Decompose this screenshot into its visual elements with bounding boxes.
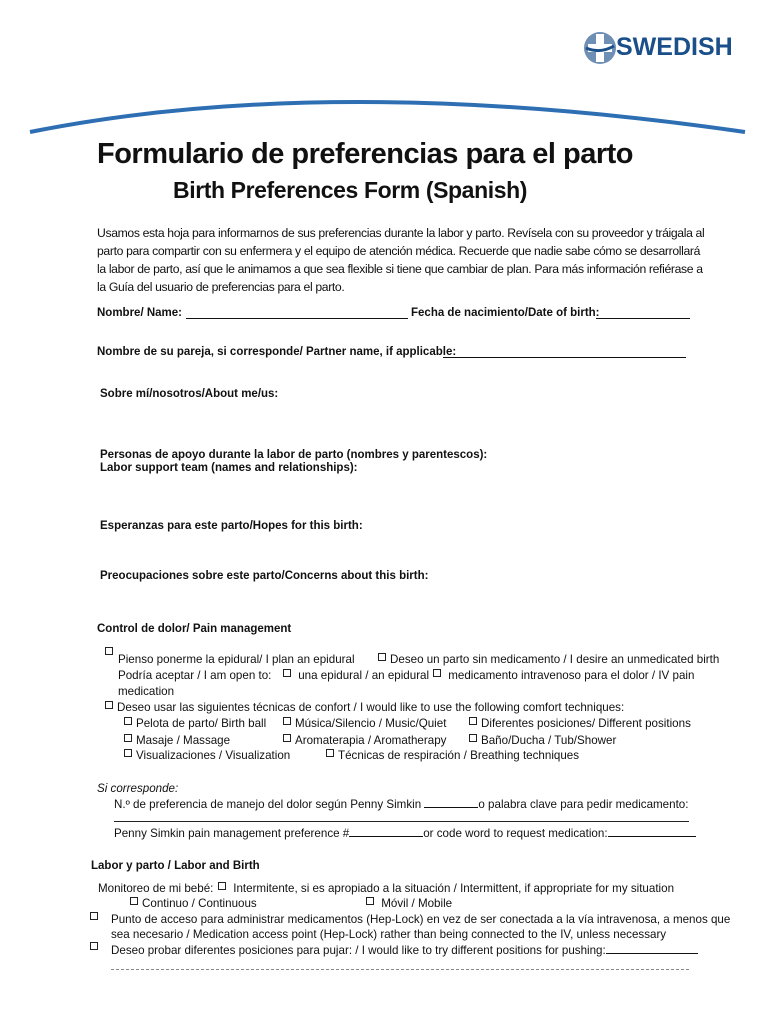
open-iv-option[interactable]: medicamento intravenoso para el dolor / IV pain	[433, 669, 694, 682]
open-to-label: Podría aceptar / I am open to:	[118, 669, 272, 682]
intro-line: la labor de parto, así que le animamos a que sea flexible si tiene que cambiar de plan. Para más información refiérase a	[97, 262, 703, 276]
open-epidural-option[interactable]: una epidural / an epidural	[283, 669, 429, 682]
checkbox-icon	[378, 653, 386, 661]
divider	[114, 821, 689, 822]
concerns-heading: Preocupaciones sobre este parto/Concerns about this birth:	[100, 570, 429, 582]
brand-name: SWEDISH	[616, 33, 733, 61]
heplock-label-2: sea necesario / Medication access point (Hep-Lock) rather than being connected to the IV, unless necessary	[111, 928, 667, 941]
checkbox-icon	[283, 717, 291, 725]
about-field[interactable]	[100, 404, 690, 442]
breathing-option[interactable]: Técnicas de respiración / Breathing techniques	[326, 749, 579, 762]
tub-option[interactable]: Baño/Ducha / Tub/Shower	[469, 734, 616, 747]
checkbox-icon	[124, 749, 132, 757]
unmedicated-option[interactable]: Deseo un parto sin medicamento / I desire an unmedicated birth	[378, 653, 719, 666]
pushing-field[interactable]	[606, 943, 698, 954]
dob-field[interactable]	[596, 308, 690, 319]
hopes-heading: Esperanzas para este parto/Hopes for this birth:	[100, 520, 363, 532]
intro-line: la Guía del usuario de preferencias para el parto.	[97, 280, 345, 294]
pushing-field-line[interactable]	[111, 969, 689, 970]
pain-heading: Control de dolor/ Pain management	[97, 623, 292, 635]
checkbox-icon	[124, 717, 132, 725]
open-iv-label-cont: medication	[118, 685, 175, 698]
support-heading-es: Personas de apoyo durante la labor de parto (nombres y parentescos):	[100, 449, 488, 461]
if-applicable-label: Si corresponde:	[97, 782, 179, 795]
epidural-label: Pienso ponerme la epidural/ I plan an epidural	[118, 653, 355, 666]
about-section-heading: Sobre mí/nosotros/About me/us:	[100, 388, 279, 400]
checkbox-icon	[326, 749, 334, 757]
concerns-field[interactable]	[100, 586, 690, 616]
page-title: Formulario de preferencias para el parto	[97, 138, 634, 170]
support-field[interactable]	[100, 478, 690, 516]
heplock-label-1: Punto de acceso para administrar medicamentos (Hep-Lock) en vez de ser conectada a la vía intravenosa, a menos que	[111, 913, 731, 926]
partner-field[interactable]	[443, 347, 686, 358]
name-field[interactable]	[186, 308, 408, 319]
code-word-field[interactable]	[608, 826, 696, 837]
heplock-checkbox[interactable]	[90, 909, 102, 927]
dob-field-label: Fecha de nacimiento/Date of birth:	[411, 307, 600, 319]
checkbox-icon	[366, 897, 374, 905]
checkbox-icon	[105, 701, 113, 709]
monitor-label: Monitoreo de mi bebé:	[98, 882, 214, 895]
checkbox-icon	[124, 734, 132, 742]
checkbox-icon	[283, 669, 291, 677]
simkin-number-field-es[interactable]	[424, 797, 478, 808]
intermittent-option[interactable]: Intermitente, si es apropiado a la situación / Intermittent, if appropriate for my situation	[218, 882, 674, 895]
intro-paragraph	[97, 224, 705, 296]
header-swoosh	[0, 80, 770, 140]
continuous-option[interactable]: Continuo / Continuous	[130, 897, 257, 910]
mobile-option[interactable]: Móvil / Mobile	[366, 897, 452, 910]
intro-line: parto para compartir con su enfermera y el equipo de atención médica. Recuerde que nadie sabe cómo se desarrollará	[97, 244, 701, 258]
simkin-number-field-en[interactable]	[349, 826, 423, 837]
simkin-en-label: Penny Simkin pain management preference # or code word to request medication:	[114, 826, 696, 840]
positions-option[interactable]: Diferentes posiciones/ Different positions	[469, 717, 691, 730]
aroma-option[interactable]: Aromaterapia / Aromatherapy	[283, 734, 446, 747]
support-heading-en: Labor support team (names and relationships):	[100, 462, 358, 474]
name-field-label: Nombre/ Name:	[97, 307, 182, 319]
visual-option[interactable]: Visualizaciones / Visualization	[124, 749, 290, 762]
ball-option[interactable]: Pelota de parto/ Birth ball	[124, 717, 266, 730]
checkbox-icon	[469, 734, 477, 742]
pushing-label: Deseo probar diferentes posiciones para pujar: / I would like to try different positions for pushing:	[111, 943, 698, 957]
checkbox-icon	[433, 669, 441, 677]
page-subtitle: Birth Preferences Form (Spanish)	[173, 177, 528, 203]
checkbox-icon	[130, 897, 138, 905]
hopes-field[interactable]	[100, 536, 690, 566]
intro-line: Usamos esta hoja para informarnos de sus preferencias durante la labor y parto. Revísela con su proveedor y tráigala al	[97, 226, 705, 240]
checkbox-icon	[283, 734, 291, 742]
simkin-es-label: N.º de preferencia de manejo del dolor según Penny Simkin o palabra clave para pedir medicamento:	[114, 798, 689, 811]
massage-option[interactable]: Masaje / Massage	[124, 734, 230, 747]
music-option[interactable]: Música/Silencio / Music/Quiet	[283, 717, 446, 730]
pushing-checkbox[interactable]	[90, 939, 102, 957]
comfort-option[interactable]: Deseo usar las siguientes técnicas de confort / I would like to use the following comfort techniques:	[105, 701, 624, 714]
labor-heading: Labor y parto / Labor and Birth	[91, 860, 260, 872]
checkbox-icon	[218, 882, 226, 890]
partner-field-label: Nombre de su pareja, si corresponde/ Partner name, if applicable:	[97, 346, 457, 358]
epidural-checkbox[interactable]	[105, 644, 117, 662]
checkbox-icon	[469, 717, 477, 725]
